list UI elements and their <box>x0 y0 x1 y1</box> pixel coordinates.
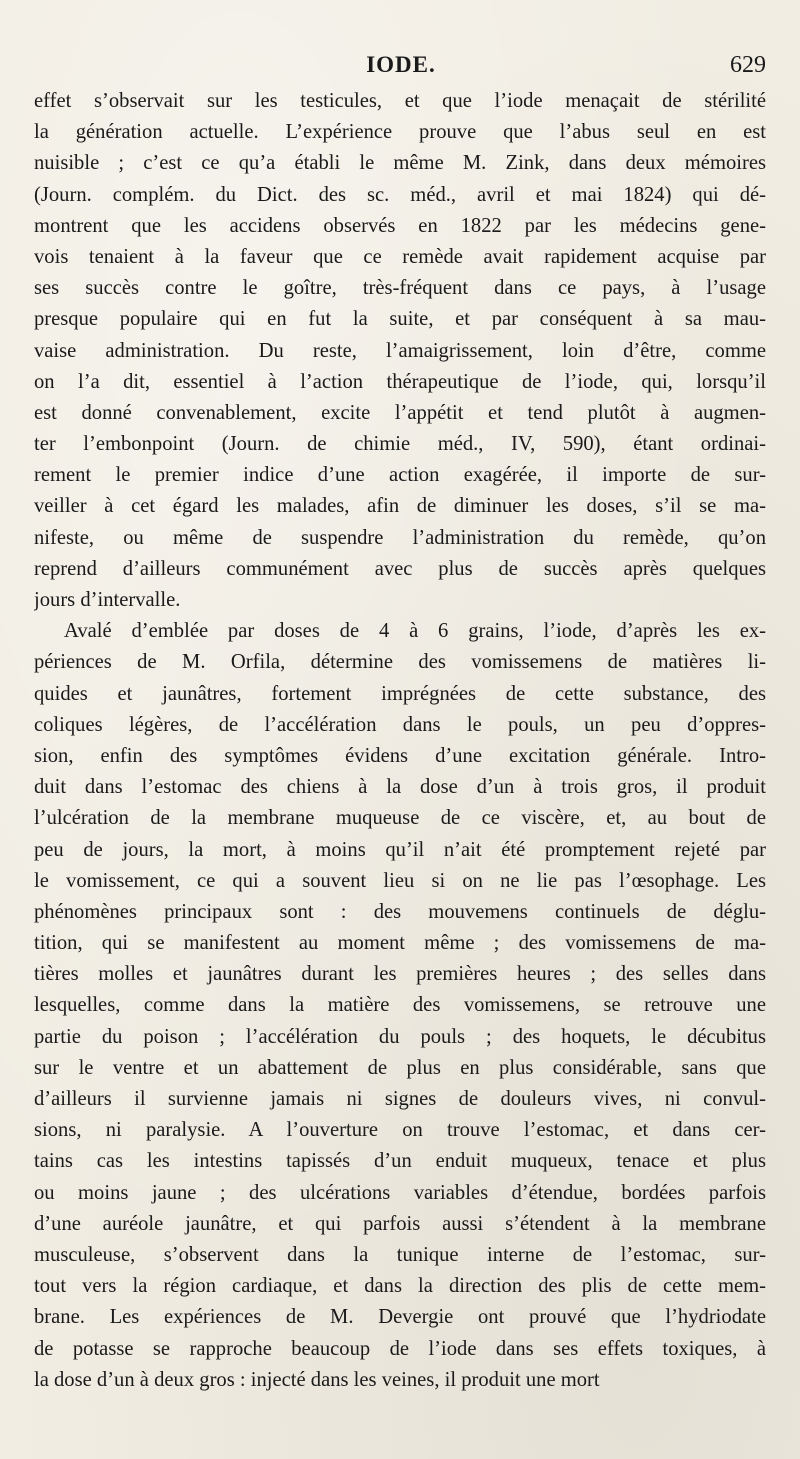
text-line: le vomissement, ce qui a souvent lieu si on ne lie pas l’œsophage. Les <box>34 869 766 892</box>
text-line: (Journ. complém. du Dict. des sc. méd., avril et mai 1824) qui dé- <box>34 183 766 206</box>
text-line: d’ailleurs il survienne jamais ni signes de douleurs vives, ni convul- <box>34 1088 766 1110</box>
text-line: quides et jaunâtres, fortement imprégnées de cette substance, des <box>34 682 766 705</box>
text-line: la dose d’un à deux gros : injecté dans les veines, il produit une mort <box>34 1368 600 1391</box>
text-line: partie du poison ; l’accélération du pouls ; des hoquets, le décubitus <box>34 1025 766 1048</box>
text-line: de potasse se rapproche beaucoup de l’iode dans ses effets toxiques, à <box>34 1337 766 1360</box>
text-line: ses succès contre le goître, très-fréquent dans ce pays, à l’usage <box>34 277 766 300</box>
text-line: jours d’intervalle. <box>34 589 181 611</box>
text-line: ter l’embonpoint (Journ. de chimie méd., IV, 590), étant ordinai- <box>34 433 766 456</box>
text-line: phénomènes principaux sont : des mouvemens continuels de déglu- <box>34 900 766 923</box>
text-line: reprend d’ailleurs communément avec plus de succès après quelques <box>34 557 766 580</box>
text-line: tains cas les intestins tapissés d’un enduit muqueux, tenace et plus <box>34 1150 766 1173</box>
body-text <box>34 86 766 1396</box>
text-line: nuisible ; c’est ce qu’a établi le même M. Zink, dans deux mémoires <box>34 152 766 175</box>
text-line: tières molles et jaunâtres durant les premières heures ; des selles dans <box>34 963 766 986</box>
text-line: la génération actuelle. L’expérience prouve que l’abus seul en est <box>34 121 766 144</box>
text-line: veiller à cet égard les malades, afin de diminuer les doses, s’il se ma- <box>34 495 766 518</box>
text-line: tout vers la région cardiaque, et dans la direction des plis de cette mem- <box>34 1275 766 1298</box>
text-line: l’ulcération de la membrane muqueuse de ce viscère, et, au bout de <box>34 807 766 830</box>
text-line: vaise administration. Du reste, l’amaigrissement, loin d’être, comme <box>34 339 766 362</box>
text-line: sions, ni paralysie. A l’ouverture on trouve l’estomac, et dans cer- <box>34 1119 766 1142</box>
text-line: tition, qui se manifestent au moment même ; des vomissemens de ma- <box>34 932 766 955</box>
page-header <box>36 52 766 86</box>
text-line: périences de M. Orfila, détermine des vomissemens de matières li- <box>34 651 766 674</box>
text-line: peu de jours, la mort, à moins qu’il n’ait été promptement rejeté par <box>34 838 766 861</box>
text-line: coliques légères, de l’accélération dans le pouls, un peu d’oppres- <box>34 713 766 736</box>
page-number: 629 <box>730 52 766 78</box>
text-line: vois tenaient à la faveur que ce remède avait rapidement acquise par <box>34 245 766 268</box>
text-line: musculeuse, s’observent dans la tunique interne de l’estomac, sur- <box>34 1243 766 1266</box>
text-line: est donné convenablement, excite l’appétit et tend plutôt à augmen- <box>34 401 766 424</box>
text-line: sur le ventre et un abattement de plus en plus considérable, sans que <box>34 1056 766 1079</box>
text-line: montrent que les accidens observés en 1822 par les médecins gene- <box>34 214 766 237</box>
text-line: effet s’observait sur les testicules, et que l’iode menaçait de stérilité <box>34 90 766 112</box>
text-line: ou moins jaune ; des ulcérations variables d’étendue, bordées parfois <box>34 1181 766 1204</box>
text-line: duit dans l’estomac des chiens à la dose d’un à trois gros, il produit <box>34 776 766 799</box>
text-line: rement le premier indice d’une action exagérée, il importe de sur- <box>34 464 766 487</box>
text-line: nifeste, ou même de suspendre l’administration du remède, qu’on <box>34 526 766 549</box>
text-line: sion, enfin des symptômes évidens d’une excitation générale. Intro- <box>34 744 766 767</box>
paragraph-1 <box>34 86 766 616</box>
running-title: IODE. <box>366 52 436 77</box>
text-line: brane. Les expériences de M. Devergie ont prouvé que l’hydriodate <box>34 1306 766 1329</box>
text-line: on l’a dit, essentiel à l’action thérapeutique de l’iode, qui, lorsqu’il <box>34 370 766 393</box>
text-line: presque populaire qui en fut la suite, et par conséquent à sa mau- <box>34 308 766 331</box>
text-line: Avalé d’emblée par doses de 4 à 6 grains, l’iode, d’après les ex- <box>64 620 766 643</box>
text-line: lesquelles, comme dans la matière des vomissemens, se retrouve une <box>34 994 766 1017</box>
text-line: d’une auréole jaunâtre, et qui parfois aussi s’étendent à la membrane <box>34 1212 766 1235</box>
paragraph-2 <box>34 616 766 1396</box>
